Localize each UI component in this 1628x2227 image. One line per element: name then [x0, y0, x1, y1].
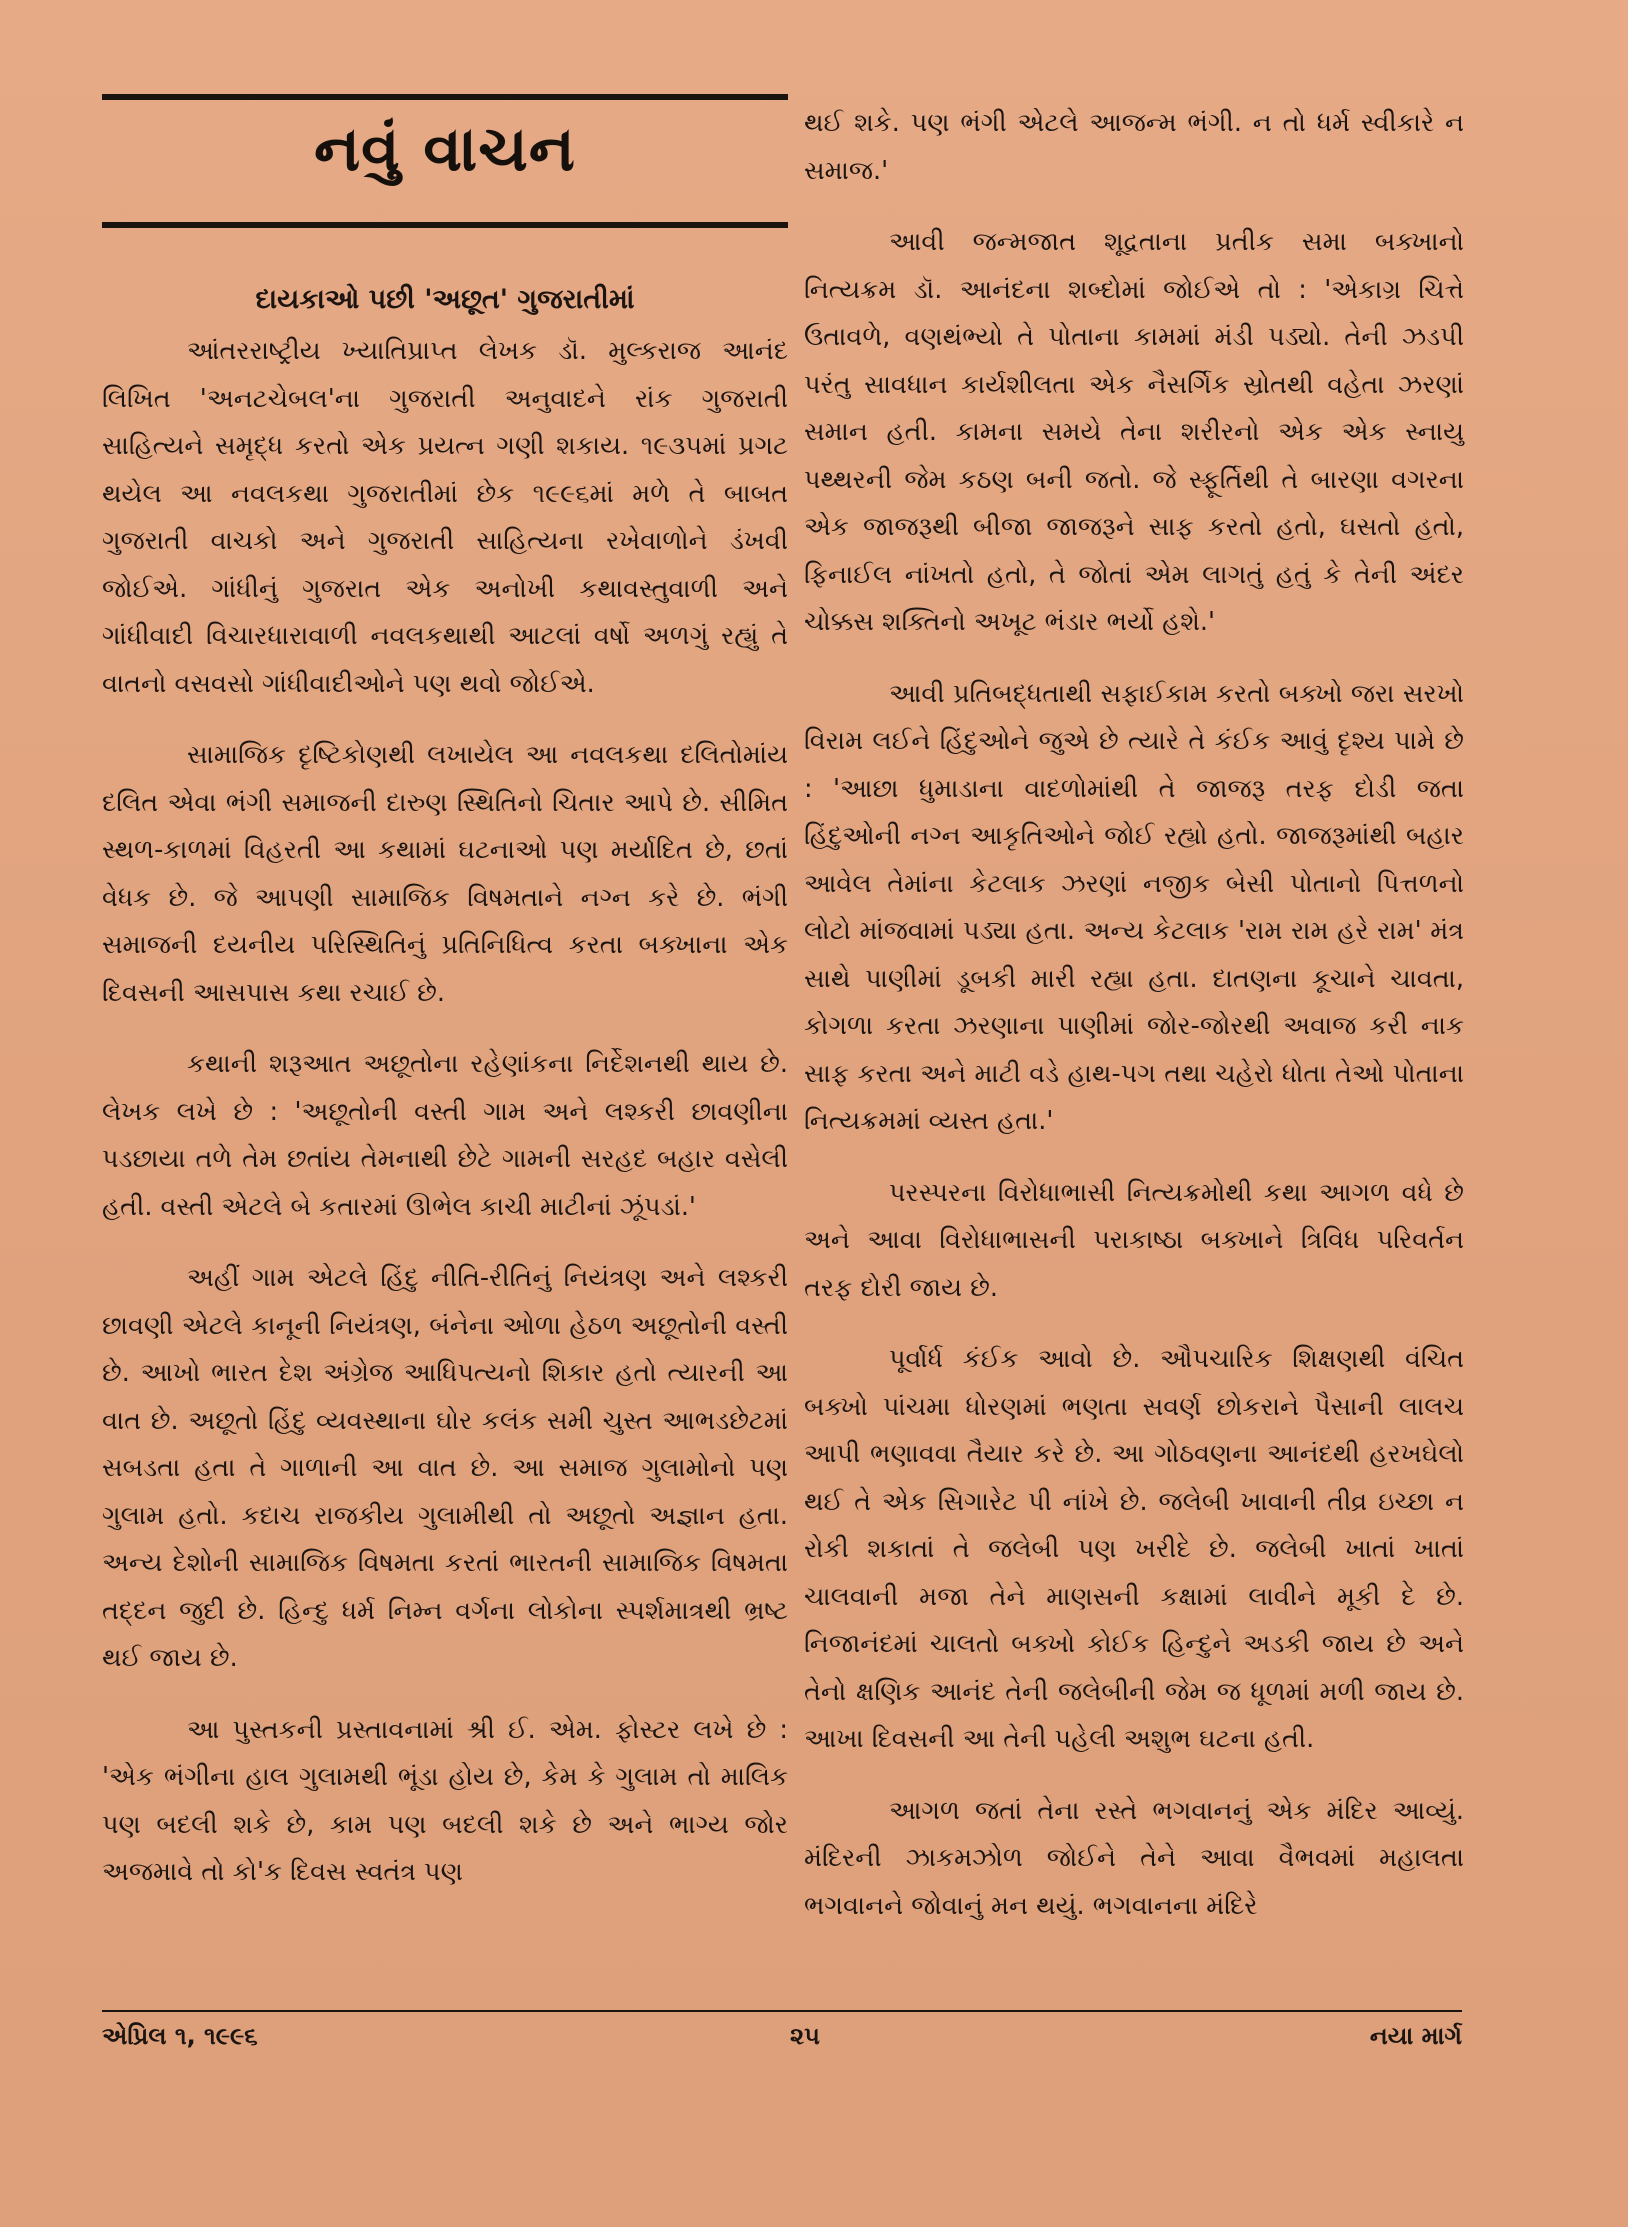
article-paragraph: આ પુસ્તકની પ્રસ્તાવનામાં શ્રી ઈ. એમ. ફોસ્ટર લખે છે : 'એક ભંગીના હાલ ગુલામથી ભૂંડા હોય છે, કેમ કે ગુલામ તો માલિક પણ બદલી શકે છે, કામ પણ બદલી શકે છે અને ભાગ્ય જોર અજમાવે તો કો'ક દિવસ સ્વતંત્ર પણ	[102, 1714, 788, 1887]
masthead-top-rule	[102, 94, 788, 100]
article-paragraph: સામાજિક દૃષ્ટિકોણથી લખાયેલ આ નવલકથા દલિતોમાંય દલિત એવા ભંગી સમાજની દારુણ સ્થિતિનો ચિતાર આપે છે. સીમિત સ્થળ-કાળમાં વિહરતી આ કથામાં ઘટનાઓ પણ મર્યાદિત છે, છતાં વેધક છે. જે આપણી સામાજિક વિષમતાને નગ્ન કરે છે. ભંગી સમાજની દયનીય પરિસ્થિતિનું પ્રતિનિધિત્વ કરતા બક્ખાના એક દિવસની આસપાસ કથા રચાઈ છે.	[102, 740, 788, 1008]
page-number: ૨૫	[790, 2022, 820, 2050]
article-paragraph: આવી જન્મજાત શૂદ્રતાના પ્રતીક સમા બક્ખાનો નિત્યક્રમ ડૉ. આનંદના શબ્દોમાં જોઈએ તો : 'એકાગ્ર ચિત્તે ઉતાવળે, વણથંભ્યો તે પોતાના કામમાં મંડી પડ્યો. તેની ઝડપી પરંતુ સાવધાન કાર્યશીલતા એક નૈસર્ગિક સ્રોતથી વહેતા ઝરણાં સમાન હતી. કામના સમયે તેના શરીરનો એક એક સ્નાયુ પથ્થરની જેમ કઠણ બની જતો. જે સ્ફૂર્તિથી તે બારણા વગરના એક જાજરૂથી બીજા જાજરૂને સાફ કરતો હતો, ઘસતો હતો, ફિનાઈલ નાંખતો હતો, તે જોતાં એમ લાગતું હતું કે તેની અંદર ચોક્કસ શક્તિનો અખૂટ ભંડાર ભર્યો હશે.'	[804, 227, 1464, 637]
article-paragraph: આવી પ્રતિબદ્ધતાથી સફાઈકામ કરતો બક્ખો જરા સરખો વિરામ લઈને હિંદુઓને જુએ છે ત્યારે તે કંઈક આવું દૃશ્ય પામે છે : 'આછા ધુમાડાના વાદળોમાંથી તે જાજરૂ તરફ દોડી જતા હિંદુઓની નગ્ન આકૃતિઓને જોઈ રહ્યો હતો. જાજરૂમાંથી બહાર આવેલ તેમાંના કેટલાક ઝરણાં નજીક બેસી પોતાનો પિત્તળનો લોટો માંજવામાં પડ્યા હતા. અન્ય કેટલાક 'રામ રામ હરે રામ' મંત્ર સાથે પાણીમાં ડૂબકી મારી રહ્યા હતા. દાતણના કૂચાને ચાવતા, કોગળા કરતા ઝરણાના પાણીમાં જોર-જોરથી અવાજ કરી નાક સાફ કરતા અને માટી વડે હાથ-પગ તથા ચહેરો ધોતા તેઓ પોતાના નિત્યક્રમમાં વ્યસ્ત હતા.'	[804, 678, 1464, 1136]
article-paragraph: આગળ જતાં તેના રસ્તે ભગવાનનું એક મંદિર આવ્યું. મંદિરની ઝાકમઝોળ જોઈને તેને આવા વૈભવમાં મહાલતા ભગવાનને જોવાનું મન થયું. ભગવાનના મંદિરે	[804, 1795, 1464, 1921]
article-paragraph: થઈ શકે. પણ ભંગી એટલે આજન્મ ભંગી. ન તો ધર્મ સ્વીકારે ન સમાજ.'	[804, 108, 1464, 186]
article-heading: દાયકાઓ પછી 'અછૂત' ગુજરાતીમાં	[255, 284, 635, 315]
issue-date: એપ્રિલ ૧, ૧૯૯૬	[102, 2022, 258, 2050]
article-paragraph: કથાની શરૂઆત અછૂતોના રહેણાંકના નિર્દેશનથી થાય છે. લેખક લખે છે : 'અછૂતોની વસ્તી ગામ અને લશ્કરી છાવણીના પડછાયા તળે તેમ છતાંય તેમનાથી છેટે ગામની સરહદ બહાર વસેલી હતી. વસ્તી એટલે બે કતારમાં ઊભેલ કાચી માટીનાં ઝૂંપડાં.'	[102, 1049, 788, 1222]
masthead-bottom-rule	[102, 222, 788, 228]
right-column	[804, 100, 1464, 1930]
left-column	[102, 278, 788, 1897]
article-paragraph: પરસ્પરના વિરોધાભાસી નિત્યક્રમોથી કથા આગળ વધે છે અને આવા વિરોધાભાસની પરાકાષ્ઠા બક્ખાને ત્રિવિધ પરિવર્તન તરફ દોરી જાય છે.	[804, 1177, 1464, 1303]
article-paragraph: આંતરરાષ્ટ્રીય ખ્યાતિપ્રાપ્ત લેખક ડૉ. મુલ્કરાજ આનંદ લિખિત 'અનટચેબલ'ના ગુજરાતી અનુવાદને રાંક ગુજરાતી સાહિત્યને સમૃદ્ધ કરતો એક પ્રયત્ન ગણી શકાય. ૧૯૩૫માં પ્રગટ થયેલ આ નવલકથા ગુજરાતીમાં છેક ૧૯૯૬માં મળે તે બાબત ગુજરાતી વાચકો અને ગુજરાતી સાહિત્યના રખેવાળોને ડંખવી જોઈએ. ગાંધીનું ગુજરાત એક અનોખી કથાવસ્તુવાળી અને ગાંધીવાદી વિચારધારાવાળી નવલકથાથી આટલાં વર્ષો અળગું રહ્યું તે વાતનો વસવસો ગાંધીવાદીઓને પણ થવો જોઈએ.	[102, 336, 788, 699]
article-paragraph: અહીં ગામ એટલે હિંદુ નીતિ-રીતિનું નિયંત્રણ અને લશ્કરી છાવણી એટલે કાનૂની નિયંત્રણ, બંનેના ઓળા હેઠળ અછૂતોની વસ્તી છે. આખો ભારત દેશ અંગ્રેજ આધિપત્યનો શિકાર હતો ત્યારની આ વાત છે. અછૂતો હિંદુ વ્યવસ્થાના ઘોર કલંક સમી ચુસ્ત આભડછેટમાં સબડતા હતા તે ગાળાની આ વાત છે. આ સમાજ ગુલામોનો પણ ગુલામ હતો. કદાચ રાજકીય ગુલામીથી તો અછૂતો અજ્ઞાન હતા. અન્ય દેશોની સામાજિક વિષમતા કરતાં ભારતની સામાજિક વિષમતા તદ્દન જુદી છે. હિન્દુ ધર્મ નિમ્ન વર્ગના લોકોના સ્પર્શમાત્રથી ભ્રષ્ટ થઈ જાય છે.	[102, 1263, 788, 1673]
footer-rule	[102, 2010, 1462, 2012]
article-paragraph: પૂર્વાર્ધ કંઈક આવો છે. ઔપચારિક શિક્ષણથી વંચિત બક્ખો પાંચમા ધોરણમાં ભણતા સવર્ણ છોકરાને પૈસાની લાલચ આપી ભણાવવા તૈયાર કરે છે. આ ગોઠવણના આનંદથી હરખઘેલો થઈ તે એક સિગારેટ પી નાંખે છે. જલેબી ખાવાની તીવ્ર ઇચ્છા ન રોકી શકાતાં તે જલેબી પણ ખરીદે છે. જલેબી ખાતાં ખાતાં ચાલવાની મજા તેને માણસની કક્ષામાં લાવીને મૂકી દે છે. નિજાનંદમાં ચાલતો બક્ખો કોઈક હિન્દુને અડકી જાય છે અને તેનો ક્ષણિક આનંદ તેની જલેબીની જેમ જ ધૂળમાં મળી જાય છે. આખા દિવસની આ તેની પહેલી અશુભ ઘટના હતી.	[804, 1344, 1464, 1754]
section-title: નવું વાચન	[313, 112, 576, 185]
magazine-name: નયા માર્ગ	[1369, 2022, 1462, 2050]
